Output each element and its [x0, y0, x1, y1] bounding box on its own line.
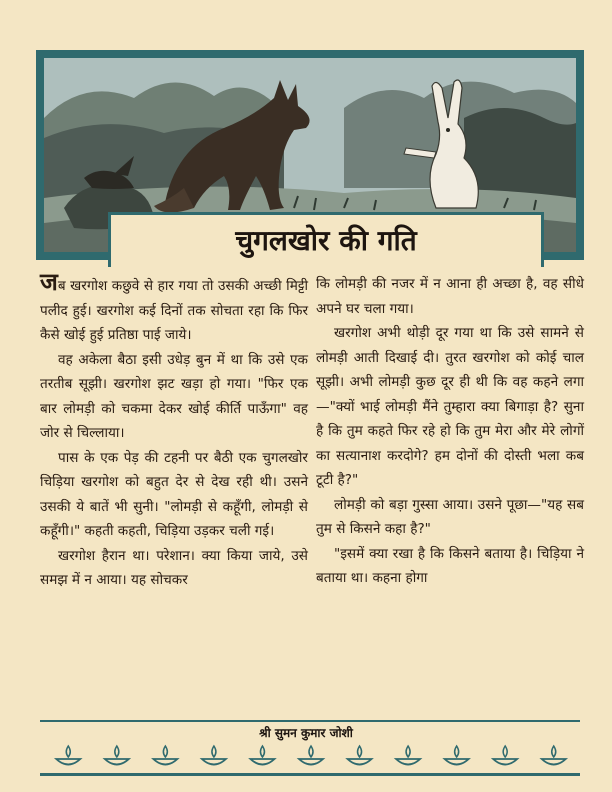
paragraph: [40, 268, 308, 348]
author-credit: श्री सुमन कुमार जोशी: [259, 726, 353, 740]
diya-icon: [396, 746, 420, 765]
diya-icon: [250, 746, 274, 765]
diya-border-icon: [44, 742, 578, 772]
diya-icon: [105, 746, 129, 765]
title-panel: [108, 212, 544, 267]
paragraph: "इसमें क्या रखा है कि किसने बताया है। चिड़िया ने बताया था। कहना होगा: [316, 545, 584, 586]
footer-rule-bottom: [40, 773, 580, 776]
footer-rule-top: [40, 720, 580, 722]
diya-icon: [202, 746, 226, 765]
diya-icon: [445, 746, 469, 765]
diya-icon: [299, 746, 323, 765]
paragraph: कि लोमड़ी की नजर में न आना ही अच्छा है, वह सीधे अपने घर चला गया।: [316, 276, 584, 317]
paragraph: खरगोश अभी थोड़ी दूर गया था कि उसे सामने से लोमड़ी आती दिखाई दी। तुरत खरगोश को कोई चाल सूझी। अभी लोमड़ी कुछ दूर ही थी कि वह कहने लगा—"क्यों भाई लोमड़ी मैंने तुम्हारा क्या बिगाड़ा है? सुना है कि तुम कहते फिर रहे हो कि तुम मेरा और मेरे लोगों का सत्यानाश करदोगे? हम दोनों की दोस्ती भला कब टूटी है?": [316, 325, 584, 488]
paragraph: लोमड़ी को बड़ा गुस्सा आया। उसने पूछा—"यह सब तुम से किसने कहा है?": [316, 496, 584, 537]
story-title: चुगलखोर की गति: [235, 224, 417, 257]
left-column: [40, 268, 308, 593]
lamp-border: [44, 742, 578, 772]
diya-icon: [348, 746, 372, 765]
paragraph-text: ब खरगोश कछुवे से हार गया तो उसकी अच्छी मिट्टी पलीद हुई। खरगोश कई दिनों तक सोचता रहा कि फिर कैसे खोई हुई प्रतिष्ठा पाई जाये।: [40, 278, 308, 343]
drop-cap: ज: [40, 268, 58, 296]
paragraph: पास के एक पेड़ की टहनी पर बैठी एक चुगलखोर चिड़िया खरगोश को बहुत देर से देख रही थी। उसने उसकी ये बातें भी सुनी। "लोमड़ी से कहूँगी, लोमड़ी से कहूँगी।" कहती कहती, चिड़िया उड़कर चली गई।: [40, 449, 308, 539]
diya-icon: [493, 746, 517, 765]
diya-icon: [542, 746, 566, 765]
paragraph: खरगोश हैरान था। परेशान। क्या किया जाये, उसे समझ में न आया। यह सोचकर: [40, 547, 308, 588]
diya-icon: [56, 746, 80, 765]
paragraph: वह अकेला बैठा इसी उधेड़ बुन में था कि उसे एक तरतीब सूझी। खरगोश झट खड़ा हो गया। "फिर एक बार लोमड़ी को चकमा देकर खोई कीर्ति पाऊँगा" वह जोर से चिल्लाया।: [40, 351, 308, 441]
diya-icon: [153, 746, 177, 765]
right-column: [316, 272, 584, 591]
